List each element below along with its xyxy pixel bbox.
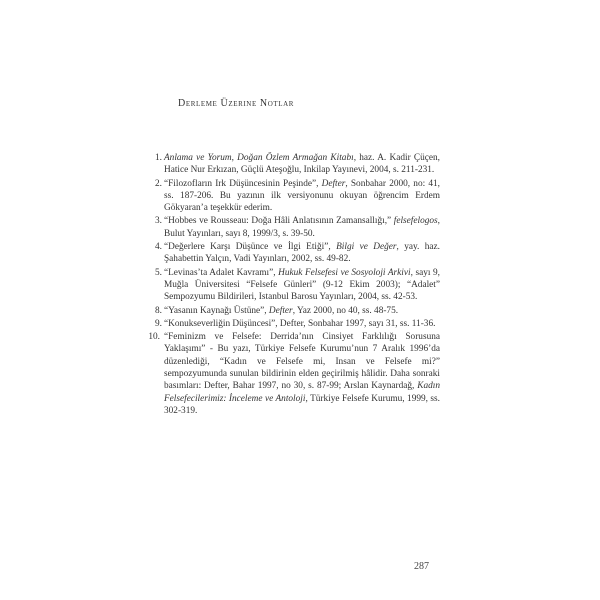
note-text [164,268,440,303]
note-text-segment: “Filozofların Irk Düşüncesinin Peşinde”, [164,178,322,189]
note-number: 5. [155,267,162,278]
note-text-segment: , Türkiye Felsefe Kurumu, 1999, ss. 302-319. [164,393,440,416]
note-text-segment: , Yaz 2000, no 40, ss. 48-75. [292,305,399,316]
note-title-italic: Defter [268,305,293,316]
note-text [164,216,440,238]
note-title-italic: Kadın Felsefecilerimiz: İnceleme ve Antoloji [164,381,440,404]
note-text-segment: “Levinas’ta Adalet Kavramı”, [164,267,279,278]
note-text-segment: , yay. haz. Şahabettin Yalçın, Vadi Yayınları, 2002, ss. 49-82. [164,242,440,265]
note-title-italic: Anlama ve Yorum, Doğan Özlem Armağan Kitabı [164,153,354,163]
note-item [150,215,440,240]
note-number: 4. [155,242,162,253]
note-text-segment: “Değerlere Karşı Düşünce ve İlgi Etiği”, [164,242,337,253]
note-text-segment: “Yasanın Kaynağı Üstüne”, [164,305,269,316]
note-item [150,178,440,215]
section-title: Derleme Üzerine Notlar [178,98,295,109]
note-item [150,241,440,266]
note-text-segment: “Hobbes ve Rousseau: Doğa Hâli Anlatısının Zamansallığı,” [164,216,394,227]
note-number: 8. [155,305,162,316]
note-title-italic: Bilgi ve Değer [336,242,397,253]
note-number: 10. [148,332,160,343]
note-text [164,319,435,329]
note-text-segment: “Feminizm ve Felsefe: Derrida’nın Cinsiyet Farklılığı Sorusuna Yaklaşımı” - Bu yazı, Türkiye Felsefe Kurumu’nun 7 Aralık 1996’da düzenlediği, “Kadın ve Felsefe mi, Insan ve Felsefe mi?” sempozyumunda sunulan bildirinin elden geçirilmiş hâlidir. Daha sonraki basımları: Defter, Bahar 1997, no 30, s. 87-99; Arslan Kaynardağ, [164,332,440,392]
note-item [150,267,440,304]
note-item [150,305,440,317]
note-number: 9. [155,318,162,329]
note-text-segment: , Bulut Yayınları, sayı 8, 1999/3, s. 39-50. [164,216,440,239]
note-text [164,179,440,214]
note-text [164,306,398,316]
note-number: 3. [155,216,162,227]
note-text [164,242,440,264]
note-text-segment: , sayı 9, Muğla Üniversitesi “Felsefe Günleri” (9-12 Ekim 2003); “Adalet” Sempozyumu Bildirileri, Istanbul Barosu Yayınları, 2004, ss. 42-53. [164,267,440,303]
note-title-italic: Hukuk Felsefesi ve Sosyoloji Arkivi [278,267,411,278]
note-number: 2. [155,178,162,189]
note-text-segment: , haz. A. Kadir Çüçen, Hatice Nur Erkızan, Güçlü Ateşoğlu, Inkilap Yayınevi, 2004, s. 211-231. [164,153,440,176]
note-text [164,153,440,175]
note-text-segment: “Konukseverliğin Düşüncesi”, Defter, Sonbahar 1997, sayı 31, ss. 11-36. [164,318,436,329]
note-text [164,332,440,416]
note-item [150,152,440,177]
page-number: 287 [414,561,429,572]
note-item [150,318,440,330]
note-number: 1. [155,153,162,163]
note-text-segment: , Sonbahar 2000, no: 41, ss. 187-206. Bu yazının ilk versiyonunu okuyan öğrencim Erdem Gökyaran’a teşekkür ederim. [164,178,440,214]
note-title-italic: felsefelogos [393,216,438,227]
notes-list [150,152,440,418]
note-title-italic: Defter [321,178,346,189]
note-item [150,331,440,417]
